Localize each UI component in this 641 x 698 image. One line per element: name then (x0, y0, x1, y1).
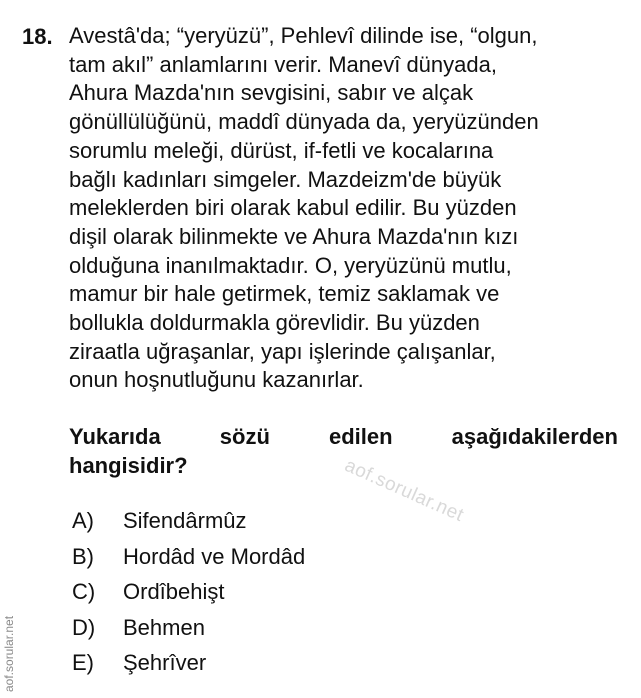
option-letter: B) (72, 543, 94, 569)
passage-line: ziraatla uğraşanlar, yapı işlerinde çalışanlar, (69, 338, 496, 364)
passage-line: bağlı kadınları simgeler. Mazdeizm'de büyük (69, 166, 502, 192)
option-text: Behmen (123, 614, 205, 640)
question-passage (69, 22, 618, 395)
option-b[interactable] (72, 539, 305, 575)
stem-word: edilen (329, 424, 393, 449)
option-c[interactable] (72, 574, 305, 610)
question-number: 18. (22, 24, 53, 49)
option-text: Ordîbehişt (123, 579, 225, 605)
stem-word: aşağıdakilerden (451, 424, 618, 449)
answer-options (72, 503, 305, 681)
option-letter: E) (72, 650, 94, 676)
passage-line: dişil olarak bilinmekte ve Ahura Mazda'nın kızı (69, 223, 519, 249)
passage-line: tam akıl” anlamlarını verir. Manevî dünyada, (69, 51, 497, 77)
watermark-text: aof.sorular.net (341, 455, 467, 527)
option-a[interactable] (72, 503, 305, 539)
option-letter: A) (72, 508, 94, 533)
passage-line: meleklerden biri olarak kabul edilir. Bu yüzden (69, 195, 517, 221)
passage-line: gönüllülüğünü, maddî dünyada da, yeryüzünden (69, 109, 539, 135)
option-e[interactable] (72, 645, 305, 681)
stem-word: sözü (219, 424, 270, 449)
stem-line: hangisidir? (69, 452, 188, 478)
passage-line: Avestâ'da; “yeryüzü”, Pehlevî dilinde ise, “olgun, (69, 23, 538, 48)
option-text: Sifendârmûz (123, 508, 247, 533)
passage-line: onun hoşnutluğunu kazanırlar. (69, 367, 364, 393)
stem-word: Yukarıda (69, 424, 161, 449)
passage-line: Ahura Mazda'nın sevgisini, sabır ve alçak (69, 80, 474, 106)
passage-line: bollukla doldurmakla görevlidir. Bu yüzden (69, 310, 480, 336)
passage-line: sorumlu meleği, dürüst, if-fetli ve kocalarına (69, 137, 494, 163)
option-text: Şehrîver (123, 650, 207, 676)
option-letter: D) (72, 614, 96, 640)
passage-line: olduğuna inanılmaktadır. O, yeryüzünü mutlu, (69, 252, 512, 278)
passage-line: mamur bir hale getirmek, temiz saklamak ve (69, 281, 500, 307)
stem-line (69, 423, 618, 452)
option-d[interactable] (72, 610, 305, 646)
side-watermark-text: aof.sorular.net (2, 615, 16, 692)
side-watermark (0, 584, 18, 694)
option-text: Hordâd ve Mordâd (123, 543, 306, 569)
option-letter: C) (72, 579, 96, 605)
